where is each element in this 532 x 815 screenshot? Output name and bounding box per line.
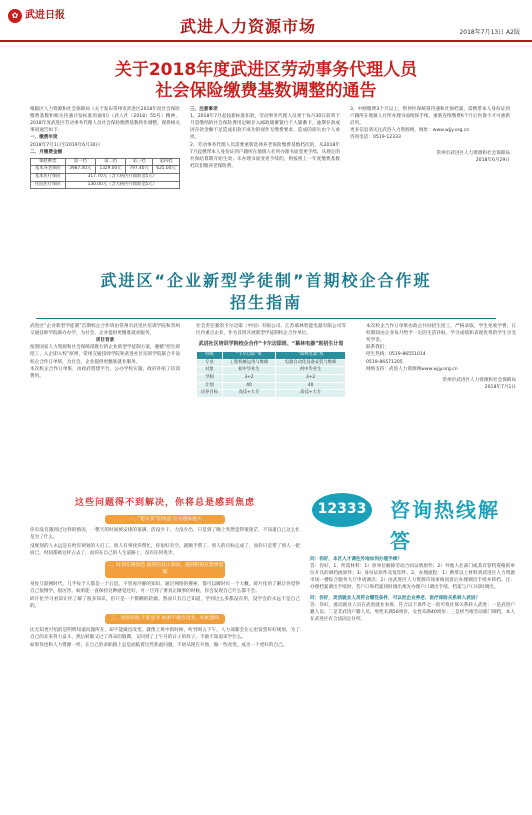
- feature-tag: 三、贪图安逸 不能思考 如果不做出改变，如此循环: [105, 614, 225, 623]
- table-row: [197, 374, 346, 382]
- fee-cell: 130.00元（含大病医疗救助金5元）: [65, 181, 179, 189]
- contact-phone: 招生热线：0519-86551014: [366, 352, 426, 358]
- training-cell: 对象: [197, 367, 223, 375]
- training-cell: 培养目标: [197, 390, 223, 398]
- training-cell: “慕林电器”班: [276, 351, 346, 359]
- training-cell: 学制: [197, 374, 223, 382]
- masthead-title: 武进人力资源市场: [180, 17, 317, 36]
- signature-org: 常州市武进区人力资源和社会保障局: [436, 150, 510, 156]
- question: 问：你好，本区人才调往外地如何办理手续？: [310, 557, 402, 562]
- section-heading: 项目背景: [95, 338, 115, 344]
- fee-table-header: 第二档: [95, 158, 125, 166]
- training-cell: 班级: [197, 351, 223, 359]
- training-paragraph: 按照国家人力资源和社会保障部推行的企业新型学徒制方案，遵循“招生即招工、入企即入校”原则，常州交通技师学院和武进社区培训学院联合开设校企合作订单班，为社会、企业提供更精准就业服务。: [30, 345, 180, 365]
- training-title-line-1: 武进区“企业新型学徒制”首期校企合作班: [100, 271, 432, 290]
- fee-cell: 797.40元: [126, 166, 153, 174]
- contact-phone: 0519-86571205: [366, 359, 403, 365]
- table-row: [31, 181, 180, 189]
- notice-intro: 根据区人力资源和社会保障局《关于发布常州市武进区2018年度社会保险缴费基数和相关待遇计发标准的通知》（武人社（2018）55号）精神，2018年度武进区劳动事务代理人员社会保险缴费基数将作调整，现将相关事项通告如下：: [30, 107, 180, 134]
- contribution-year: 2018年7月1日至2019年6月30日: [30, 142, 101, 148]
- notice-item: 3、中断缴费3个月以上，暂停医保统筹待遇和社保档案，需携带本人身份证到户籍所在地镇人社所办理书面续保手续，重新连续缴费6个月后医保卡才可重新启用。: [350, 107, 510, 127]
- masthead: [0, 0, 532, 46]
- fee-table-header: 第一档: [65, 158, 95, 166]
- training-column-1: [30, 323, 180, 380]
- fee-cell: 625.00元: [153, 166, 180, 174]
- training-cell: 40: [276, 382, 346, 390]
- training-paragraph: 社会责任强的卡尔迈耶（中国）有限公司、江苏慕林智能电器有限公司等区内重点企业，作为首批开展新型学徒制校企合作单位。: [196, 324, 346, 337]
- section-heading: 三、注意事项: [190, 107, 218, 112]
- logo-text: 武进日报: [25, 10, 65, 21]
- contact-heading: 联系我们：: [366, 345, 389, 351]
- notice-column-2: [190, 106, 340, 170]
- feature-tag: 二、时刻充满惊恐 抱怨的真正原因，遇到阻碍总想要退缩: [105, 561, 225, 578]
- answer: 答：你好，流动就业人员在武进就业参保，符合以下条件之一的可将社保关系转入武进：一是武进户籍人员；二是非武进户籍人员，男性未满50周岁，女性未满40周岁；三是经当地劳动部门调档，本人在武进区有合法固定住所。: [310, 602, 515, 622]
- feature-paragraph: 你有没有遇到过这样的情况，一整天的时间被安排的很满，活没少干，力没少出，只是到了晚上突然觉得很迷茫，不知道自己这么忙是为了什么。: [30, 528, 300, 541]
- training-table-caption: 武进社区培训学院校企合作“卡尔迈耶班、“慕林电器”班招生计划: [198, 341, 344, 348]
- signature-date: 2018年7月1日: [484, 384, 516, 390]
- feature-paragraph: 比无知更可怕的是明明知道问题所在，却不能做出改变。就像上班中的时候，听到周五下午，人力部都会在心里发誓好好规划，为了自己的未来努力奋斗。然后转眼又过了周末的假期，又回到了上午月的日子的样子。不敢不知道该学什么。: [30, 627, 300, 640]
- training-cell: 初中毕业生: [222, 367, 275, 375]
- more-info: 更多信息请关注武进人力资源网，网址：www.wjjy.org.cn: [350, 128, 470, 134]
- feature-paragraph: 如果你也和人力资源一样，在自己的求职路上总是面临着这些焦虑问题，不妨从现在开始，做一些改变，成为一个更好的自己。: [30, 642, 288, 648]
- headline-line-2: 社会保险缴费基数调整的通告: [155, 81, 377, 101]
- notice-headline: [0, 60, 532, 102]
- feature-heading: 这些问题得不到解决，你将总是感到焦虑: [74, 498, 255, 508]
- fee-cell: 1329.00元: [95, 166, 125, 174]
- table-row: [31, 166, 180, 174]
- feature-paragraph: 身处互联网时代，几乎每个人都是一个后浪，不管再冷静的知识，通过网络的搜索，都可以瞬时有一个大概。碎片化的了解让你觉得自己很博学，很厉害，如果能一直保持这种感觉还好，可一旦到了要真正做事的时候，你会发现自己什么都不会。: [30, 581, 300, 594]
- table-row: [31, 174, 180, 182]
- training-paragraph: 本次校企合作订单班，由政府搭建平台，公办学校实施、政府补贴了培训费用。: [30, 366, 180, 379]
- hotline-qa: [310, 467, 515, 807]
- question: 问：你好，灵活就业人员符合哪些条件，可以把企业养老、医疗保险关系转入武进？: [310, 595, 480, 601]
- issue-date: 2018年7月13日 A2版: [459, 29, 520, 36]
- fee-table: [30, 158, 180, 190]
- fee-cell: 住院医疗保险: [31, 181, 66, 189]
- training-paragraph: 武进区“企业新型学徒制”首期校企合作班由常州市武进区培训学院和常州交通技师学院联办办学，为社会、企业提供更精准就业服务。: [30, 324, 180, 337]
- notice-item: 2、劳动事务代理人员需要重新选择养老保险缴费基数档次的，从2018年7月起携带本人身份证到户籍所在地镇人社所办理书面变更手续，从规定的社保结算期开始生效；未办理书面变更手续的，则按照上一年度缴费基数档次扣缴养老保险费。: [190, 142, 340, 169]
- fee-table-header: 第三档: [126, 158, 153, 166]
- training-column-2: [196, 323, 346, 398]
- headline-line-1: 关于2018年度武进区劳动事务代理人员: [114, 60, 418, 80]
- table-row: [197, 367, 346, 375]
- feature-paragraph: 没规划的人永远是在给有规划的人打工。别人有事找你帮忙，你很好有空，就顺手帮了。别人的目标完成了，而你只是帮了别人一把而已，时间都被这样占去了，而你在自己的人生道路上，没有任何进步。: [30, 543, 300, 556]
- section-heading: 一、缴费年度: [30, 135, 58, 141]
- consult-phone: 咨询电话：0519-12333: [350, 135, 401, 141]
- training-paragraph: 本次校企合作订单班由政企共同招生招工，严格录取，学生免收学费，在校期间由企业每月给予一定的生活补贴，学习成绩和表现优秀的学生享受奖学金。: [366, 324, 516, 344]
- hotline-12333-logo: 12333: [312, 493, 372, 527]
- answer: 答：你好，1、所需材料：1）原单位解除劳动合同证明原件；2）外地人社部门或其有管档资格的单位开具的调档函原件；3）身份证原件及复印件。2、办理流程：1）携带以上材料到武进区人力资源市场一楼综合服务大厅申请调出；2）由武进区人力资源市场审核同意后办理调出手续并转档。注：办理档案调出手续时，若户口和档案同时调出须先办理户口调出手续，档案与户口同时调出。: [310, 564, 515, 591]
- training-column-3: [366, 323, 516, 391]
- training-cell: 40: [222, 382, 275, 390]
- training-cell: 高技+大专: [276, 390, 346, 398]
- training-cell: 电器自动化设备安装与维修: [276, 359, 346, 367]
- anxiety-feature: [30, 467, 300, 807]
- fee-cell: 基本医疗保险: [31, 174, 66, 182]
- training-title-rule: [36, 318, 496, 319]
- fee-cell: 基本养老保险: [31, 166, 66, 174]
- masthead-rule: [0, 40, 532, 42]
- logo-emblem-icon: ✿: [8, 9, 22, 23]
- fee-cell: 3987.00元: [65, 166, 95, 174]
- fee-cell: 317.70元（含大病医疗救助金5元）: [65, 174, 179, 182]
- training-cell: 专业: [197, 359, 223, 367]
- table-row: [197, 359, 346, 367]
- section-heading: 二、月缴费金额: [30, 149, 63, 155]
- training-cell: 3+2: [276, 374, 346, 382]
- training-title-line-2: 招生指南: [229, 293, 302, 312]
- notice-column-1: [30, 106, 180, 191]
- training-cell: 计划: [197, 382, 223, 390]
- training-cell: 工程机械运用与维修: [222, 359, 275, 367]
- contact-website: 网络支持：武进人力资源网www.wjjy.org.cn: [366, 366, 458, 372]
- training-headline: [0, 270, 532, 319]
- training-cell: “卡尔迈耶”班: [222, 351, 275, 359]
- notice-column-3: [350, 106, 510, 164]
- bottom-section: [0, 467, 532, 815]
- feature-tag: 一、“想太多”的忧虑 压力越来越大: [105, 515, 225, 524]
- masthead-logo: [8, 8, 65, 24]
- training-cell: 3+2: [222, 374, 275, 382]
- hotline-heading: 咨询热线解答: [390, 498, 500, 553]
- table-row: [197, 351, 346, 359]
- training-table: [196, 351, 346, 398]
- training-cell: 初中毕业生: [276, 367, 346, 375]
- fee-table-header: 第四档: [153, 158, 180, 166]
- signature-org: 常州市武进区人力资源和社会保障局: [442, 377, 516, 383]
- fee-table-header: 保险种类: [31, 158, 66, 166]
- feature-paragraph: 碎片化学习看似让你了解了很多知识，但只是一个模糊的轮廓。然而只有自己知道，学到这么多都没有用，没学会的永远不是自己的。: [30, 596, 300, 609]
- training-cell: 高技+大专: [222, 390, 275, 398]
- table-row: [197, 382, 346, 390]
- notice-item: 1、2018年7月起按新标准扣款，劳动事务代理人员须于每月30日前将下月需缴纳的社会保险费用足额存入邮政储蓄银行个人储蓄卡，逾期存款或因存款金额不足造成扣款不成功的视作无缴费要求，造成的损失由个人承担。: [190, 114, 340, 141]
- signature-date: 2018年6月29日: [475, 157, 510, 163]
- table-row: [197, 390, 346, 398]
- qa-list: [310, 553, 515, 624]
